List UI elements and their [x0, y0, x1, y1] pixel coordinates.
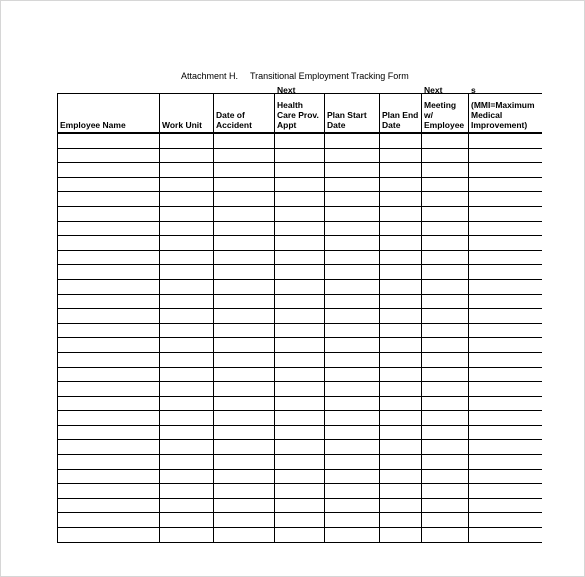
table-cell[interactable] — [380, 236, 422, 251]
table-row — [58, 221, 542, 236]
table-cell[interactable] — [275, 148, 325, 163]
table-cell[interactable] — [325, 528, 380, 543]
table-cell[interactable] — [58, 440, 160, 455]
table-row — [58, 163, 542, 178]
table-cell[interactable] — [58, 177, 160, 192]
table-cell[interactable] — [275, 250, 325, 265]
table-cell[interactable] — [275, 309, 325, 324]
table-cell[interactable] — [275, 513, 325, 528]
table-cell[interactable] — [160, 163, 214, 178]
table-cell[interactable] — [58, 382, 160, 397]
table-cell[interactable] — [469, 352, 542, 367]
table-cell[interactable] — [58, 192, 160, 207]
table-cell[interactable] — [380, 221, 422, 236]
table-cell[interactable] — [325, 411, 380, 426]
table-cell[interactable] — [469, 163, 542, 178]
table-cell[interactable] — [422, 513, 469, 528]
table-cell[interactable] — [214, 279, 275, 294]
table-cell[interactable] — [58, 484, 160, 499]
table-cell[interactable] — [422, 309, 469, 324]
table-cell[interactable] — [469, 192, 542, 207]
table-cell[interactable] — [214, 367, 275, 382]
table-cell[interactable] — [325, 469, 380, 484]
table-row — [58, 279, 542, 294]
table-cell[interactable] — [469, 133, 542, 148]
table-row — [58, 133, 542, 148]
table-cell[interactable] — [275, 528, 325, 543]
table-cell[interactable] — [325, 265, 380, 280]
table-cell[interactable] — [214, 250, 275, 265]
table-row — [58, 455, 542, 470]
table-cell[interactable] — [380, 411, 422, 426]
table-cell[interactable] — [469, 498, 542, 513]
column-header-label: Employee Name — [60, 120, 126, 130]
table-row — [58, 338, 542, 353]
table-row — [58, 382, 542, 397]
table-cell[interactable] — [469, 250, 542, 265]
table-cell[interactable] — [214, 469, 275, 484]
table-cell[interactable] — [58, 279, 160, 294]
table-cell[interactable] — [214, 396, 275, 411]
table-cell[interactable] — [214, 513, 275, 528]
table-cell[interactable] — [380, 250, 422, 265]
table-cell[interactable] — [214, 309, 275, 324]
table-cell[interactable] — [469, 309, 542, 324]
attachment-label: Attachment H. — [181, 71, 239, 81]
table-cell[interactable] — [214, 206, 275, 221]
table-cell[interactable] — [422, 396, 469, 411]
table-cell[interactable] — [214, 455, 275, 470]
table-row — [58, 177, 542, 192]
table-cell[interactable] — [422, 177, 469, 192]
table-cell[interactable] — [380, 469, 422, 484]
table-cell[interactable] — [380, 133, 422, 148]
table-cell[interactable] — [58, 367, 160, 382]
table-cell[interactable] — [325, 367, 380, 382]
table-cell[interactable] — [214, 440, 275, 455]
table-cell[interactable] — [422, 528, 469, 543]
table-cell[interactable] — [160, 148, 214, 163]
table-cell[interactable] — [214, 484, 275, 499]
column-header — [422, 85, 469, 134]
table-cell[interactable] — [160, 133, 214, 148]
table-cell[interactable] — [214, 148, 275, 163]
table-cell[interactable] — [160, 469, 214, 484]
table-cell[interactable] — [380, 382, 422, 397]
table-cell[interactable] — [58, 250, 160, 265]
table-row — [58, 309, 542, 324]
table-cell[interactable] — [160, 498, 214, 513]
table-cell[interactable] — [160, 352, 214, 367]
table-cell[interactable] — [325, 250, 380, 265]
table-cell[interactable] — [422, 221, 469, 236]
table-cell[interactable] — [380, 367, 422, 382]
table-cell[interactable] — [160, 440, 214, 455]
table-row — [58, 352, 542, 367]
table-cell[interactable] — [58, 498, 160, 513]
table-cell[interactable] — [422, 338, 469, 353]
table-cell[interactable] — [160, 221, 214, 236]
table-cell[interactable] — [325, 396, 380, 411]
table-cell[interactable] — [380, 440, 422, 455]
table-cell[interactable] — [214, 323, 275, 338]
column-header-overflow-text: Next — [277, 85, 296, 95]
table-cell[interactable] — [422, 133, 469, 148]
table-cell[interactable] — [275, 192, 325, 207]
table-row — [58, 411, 542, 426]
table-cell[interactable] — [275, 279, 325, 294]
table-cell[interactable] — [325, 352, 380, 367]
table-cell[interactable] — [275, 294, 325, 309]
table-row — [58, 498, 542, 513]
table-cell[interactable] — [160, 367, 214, 382]
table-cell[interactable] — [469, 382, 542, 397]
tracking-table — [57, 85, 542, 543]
table-cell[interactable] — [422, 192, 469, 207]
table-cell[interactable] — [469, 221, 542, 236]
table-cell[interactable] — [160, 294, 214, 309]
table-cell[interactable] — [214, 382, 275, 397]
table-row — [58, 265, 542, 280]
table-cell[interactable] — [58, 425, 160, 440]
table-row — [58, 425, 542, 440]
table-cell[interactable] — [469, 528, 542, 543]
table-cell[interactable] — [275, 484, 325, 499]
table-cell[interactable] — [380, 265, 422, 280]
table-body — [58, 133, 542, 542]
table-cell[interactable] — [380, 498, 422, 513]
table-cell[interactable] — [325, 425, 380, 440]
table-cell[interactable] — [469, 425, 542, 440]
table-cell[interactable] — [160, 192, 214, 207]
table-cell[interactable] — [380, 206, 422, 221]
table-cell[interactable] — [325, 309, 380, 324]
table-cell[interactable] — [325, 294, 380, 309]
table-cell[interactable] — [58, 221, 160, 236]
table-cell[interactable] — [380, 294, 422, 309]
column-header — [469, 85, 542, 134]
table-cell[interactable] — [325, 338, 380, 353]
table-row — [58, 528, 542, 543]
table-cell[interactable] — [214, 528, 275, 543]
table-cell[interactable] — [469, 396, 542, 411]
table-cell[interactable] — [275, 455, 325, 470]
table-row — [58, 484, 542, 499]
table-row — [58, 396, 542, 411]
column-header-label: Meeting w/ Employee — [424, 100, 465, 130]
table-cell[interactable] — [469, 440, 542, 455]
table-cell[interactable] — [422, 455, 469, 470]
column-header-overflow-text: s — [471, 85, 476, 95]
table-cell[interactable] — [58, 133, 160, 148]
table-cell[interactable] — [422, 352, 469, 367]
column-header — [325, 94, 380, 134]
table-cell[interactable] — [214, 163, 275, 178]
table-cell[interactable] — [214, 177, 275, 192]
table-cell[interactable] — [214, 192, 275, 207]
table-cell[interactable] — [275, 206, 325, 221]
table-cell[interactable] — [275, 411, 325, 426]
table-row — [58, 469, 542, 484]
table-cell[interactable] — [160, 425, 214, 440]
table-cell[interactable] — [469, 236, 542, 251]
table-cell[interactable] — [380, 396, 422, 411]
table-cell[interactable] — [469, 484, 542, 499]
table-row — [58, 440, 542, 455]
table-cell[interactable] — [325, 484, 380, 499]
table-cell[interactable] — [325, 133, 380, 148]
table-cell[interactable] — [469, 323, 542, 338]
table-cell[interactable] — [422, 206, 469, 221]
table-cell[interactable] — [58, 469, 160, 484]
table-cell[interactable] — [58, 396, 160, 411]
table-cell[interactable] — [58, 148, 160, 163]
table-cell[interactable] — [160, 396, 214, 411]
column-header — [160, 94, 214, 134]
table-row — [58, 323, 542, 338]
table-cell[interactable] — [214, 425, 275, 440]
table-cell[interactable] — [325, 279, 380, 294]
table-cell[interactable] — [469, 294, 542, 309]
table-cell[interactable] — [58, 206, 160, 221]
table-cell[interactable] — [58, 513, 160, 528]
table-cell[interactable] — [422, 498, 469, 513]
table-row — [58, 148, 542, 163]
table-cell[interactable] — [380, 177, 422, 192]
table-cell[interactable] — [275, 265, 325, 280]
table-cell[interactable] — [214, 221, 275, 236]
column-header-label: (MMI=Maximum Medical Improvement) — [471, 100, 535, 130]
table-cell[interactable] — [58, 323, 160, 338]
table-cell[interactable] — [275, 323, 325, 338]
table-row — [58, 206, 542, 221]
table-cell[interactable] — [469, 206, 542, 221]
table-cell[interactable] — [422, 411, 469, 426]
table-cell[interactable] — [160, 279, 214, 294]
table-row — [58, 236, 542, 251]
table-cell[interactable] — [214, 411, 275, 426]
form-title-text: Transitional Employment Tracking Form — [250, 71, 409, 81]
table-cell[interactable] — [160, 236, 214, 251]
header-row — [58, 94, 542, 134]
table-cell[interactable] — [58, 163, 160, 178]
table-cell[interactable] — [380, 163, 422, 178]
table-cell[interactable] — [214, 498, 275, 513]
table-cell[interactable] — [275, 338, 325, 353]
table-cell[interactable] — [58, 309, 160, 324]
table-cell[interactable] — [275, 367, 325, 382]
table-cell[interactable] — [469, 265, 542, 280]
table-cell[interactable] — [422, 323, 469, 338]
table-cell[interactable] — [422, 265, 469, 280]
table-cell[interactable] — [160, 206, 214, 221]
table-cell[interactable] — [422, 440, 469, 455]
table-cell[interactable] — [380, 528, 422, 543]
table-cell[interactable] — [160, 265, 214, 280]
table-cell[interactable] — [214, 236, 275, 251]
table-cell[interactable] — [422, 484, 469, 499]
table-cell[interactable] — [58, 411, 160, 426]
table-cell[interactable] — [325, 455, 380, 470]
table-cell[interactable] — [422, 250, 469, 265]
column-header — [380, 94, 422, 134]
table-cell[interactable] — [160, 250, 214, 265]
table-cell[interactable] — [275, 163, 325, 178]
table-cell[interactable] — [214, 338, 275, 353]
column-header-label: Plan Start Date — [327, 110, 367, 130]
table-cell[interactable] — [160, 323, 214, 338]
table-cell[interactable] — [214, 352, 275, 367]
table-cell[interactable] — [422, 236, 469, 251]
column-header — [214, 94, 275, 134]
table-cell[interactable] — [275, 177, 325, 192]
table-cell[interactable] — [160, 382, 214, 397]
table-cell[interactable] — [325, 323, 380, 338]
table-cell[interactable] — [275, 498, 325, 513]
table-cell[interactable] — [160, 455, 214, 470]
table-cell[interactable] — [214, 133, 275, 148]
table-cell[interactable] — [380, 484, 422, 499]
column-header — [58, 94, 160, 134]
table-cell[interactable] — [160, 309, 214, 324]
table-cell[interactable] — [58, 528, 160, 543]
table-cell[interactable] — [58, 338, 160, 353]
table-cell[interactable] — [160, 528, 214, 543]
table-row — [58, 294, 542, 309]
table-cell[interactable] — [275, 425, 325, 440]
table-cell[interactable] — [469, 148, 542, 163]
table-cell[interactable] — [380, 455, 422, 470]
table-cell[interactable] — [275, 469, 325, 484]
table-cell[interactable] — [58, 265, 160, 280]
column-header-label: Health Care Prov. Appt — [277, 100, 319, 130]
table-cell[interactable] — [422, 279, 469, 294]
table-cell[interactable] — [380, 425, 422, 440]
table-cell[interactable] — [160, 513, 214, 528]
table-cell[interactable] — [58, 455, 160, 470]
table-cell[interactable] — [325, 382, 380, 397]
column-header — [275, 85, 325, 134]
table-cell[interactable] — [275, 382, 325, 397]
table-cell[interactable] — [58, 236, 160, 251]
table-row — [58, 367, 542, 382]
table-cell[interactable] — [160, 338, 214, 353]
table-cell[interactable] — [380, 338, 422, 353]
table-cell[interactable] — [469, 279, 542, 294]
table-cell[interactable] — [325, 498, 380, 513]
table-cell[interactable] — [469, 469, 542, 484]
table-cell[interactable] — [422, 163, 469, 178]
table-cell[interactable] — [325, 148, 380, 163]
table-cell[interactable] — [160, 411, 214, 426]
table-cell[interactable] — [422, 294, 469, 309]
column-header-overflow-text: Next — [424, 85, 443, 95]
column-header-label: Date of Accident — [216, 110, 252, 130]
column-header-label: Plan End Date — [382, 110, 419, 130]
table-cell[interactable] — [422, 148, 469, 163]
table-cell[interactable] — [325, 221, 380, 236]
table-cell[interactable] — [380, 148, 422, 163]
table-cell[interactable] — [214, 294, 275, 309]
table-cell[interactable] — [325, 177, 380, 192]
table-cell[interactable] — [469, 411, 542, 426]
table-cell[interactable] — [469, 513, 542, 528]
table-cell[interactable] — [422, 469, 469, 484]
table-row — [58, 250, 542, 265]
table-cell[interactable] — [469, 455, 542, 470]
table-cell[interactable] — [275, 221, 325, 236]
table-cell[interactable] — [275, 236, 325, 251]
table-cell[interactable] — [469, 338, 542, 353]
table-cell[interactable] — [58, 352, 160, 367]
table-cell[interactable] — [422, 425, 469, 440]
table-cell[interactable] — [422, 382, 469, 397]
table-cell[interactable] — [58, 294, 160, 309]
table-cell[interactable] — [469, 177, 542, 192]
table-row — [58, 192, 542, 207]
table-cell[interactable] — [275, 440, 325, 455]
table-cell[interactable] — [275, 133, 325, 148]
table-cell[interactable] — [469, 367, 542, 382]
table-cell[interactable] — [325, 192, 380, 207]
table-cell[interactable] — [214, 265, 275, 280]
table-cell[interactable] — [380, 192, 422, 207]
table-cell[interactable] — [325, 440, 380, 455]
table-cell[interactable] — [380, 279, 422, 294]
table-cell[interactable] — [275, 396, 325, 411]
table-cell[interactable] — [422, 367, 469, 382]
table-cell[interactable] — [380, 309, 422, 324]
table-cell[interactable] — [160, 484, 214, 499]
table-cell[interactable] — [275, 352, 325, 367]
table-cell[interactable] — [325, 206, 380, 221]
table-cell[interactable] — [325, 513, 380, 528]
table-row — [58, 513, 542, 528]
column-header-label: Work Unit — [162, 120, 202, 130]
table-cell[interactable] — [380, 352, 422, 367]
table-cell[interactable] — [325, 163, 380, 178]
table-cell[interactable] — [380, 513, 422, 528]
table-cell[interactable] — [325, 236, 380, 251]
table-cell[interactable] — [160, 177, 214, 192]
table-cell[interactable] — [380, 323, 422, 338]
